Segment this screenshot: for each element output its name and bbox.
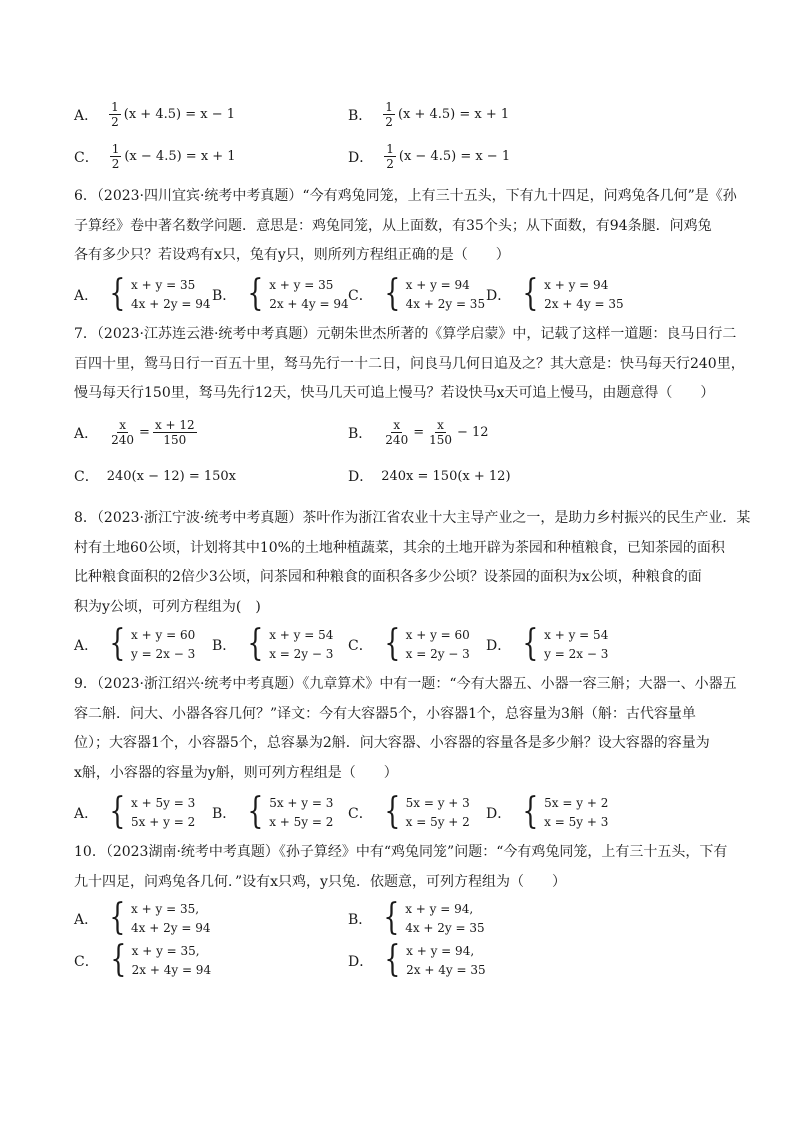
q10-option-b[interactable]: B． { x + y = 94, 4x + 2y = 35 bbox=[348, 897, 485, 938]
equation-system: { x + y = 35 4x + 2y = 94 bbox=[109, 273, 211, 314]
question-10-stem bbox=[74, 838, 734, 897]
equation-system: { x + y = 60 y = 2x − 3 bbox=[109, 623, 196, 664]
q5-option-c[interactable]: C． $\frac{1}{2}$ (x − 4.5) = x + 1 bbox=[74, 142, 236, 171]
equation: (x + 4.5) = x + 1 bbox=[397, 107, 510, 122]
q5-option-b[interactable]: B． $\frac{1}{2}$ (x + 4.5) = x + 1 bbox=[348, 100, 510, 129]
q8-option-c[interactable]: C． { x + y = 60 x = 2y − 3 bbox=[348, 623, 470, 664]
option-label: C． bbox=[74, 149, 99, 166]
q6-option-a[interactable]: A． { x + y = 35 4x + 2y = 94 bbox=[74, 273, 211, 314]
stem-line: 村有土地60公顷，计划将其中10%的土地种植蔬菜，其余的土地开辟为茶园和种植粮食，已知茶园的面积 bbox=[74, 539, 725, 556]
equation-system: { x + y = 60 x = 2y − 3 bbox=[384, 623, 470, 664]
question-9-stem bbox=[74, 670, 737, 788]
equation: 240(x − 12) = 150x bbox=[106, 468, 237, 484]
stem-line: 9．（2023·浙江绍兴·统考中考真题）《九章算术》中有一题：“今有大器五、小器一容三斛；大器一、小器五 bbox=[74, 676, 737, 692]
q5-option-a[interactable]: A． $\frac{1}{2}$ (x + 4.5) = x − 1 bbox=[74, 100, 235, 129]
stem-line: 10．（2023湖南·统考中考真题）《孙子算经》中有“鸡兔同笼”问题：“今有鸡兔同笼，上有三十五头，下有 bbox=[74, 844, 728, 860]
option-label: A． bbox=[74, 107, 99, 124]
stem-line: 位）；大容器1个，小容器5个，总容暴为2斛．问大容器、小容器的容量各是多少斛？设大容器的容量为 bbox=[74, 735, 710, 751]
q9-option-a[interactable]: A． { x + 5y = 3 5x + y = 2 bbox=[74, 791, 196, 832]
stem-line: 比种粮食面积的2倍少3公顷，问茶园和种粮食的面积各多少公顷？设茶园的面积为x公顷，种粮食的面 bbox=[74, 569, 702, 585]
equation: (x − 4.5) = x + 1 bbox=[124, 149, 236, 164]
equation-system: { x + y = 35 2x + 4y = 94 bbox=[247, 273, 349, 314]
q10-option-a[interactable]: A． { x + y = 35, 4x + 2y = 94 bbox=[74, 897, 211, 938]
equation: (x + 4.5) = x − 1 bbox=[123, 107, 235, 122]
equation-system: { x + y = 94, 2x + 4y = 35 bbox=[384, 939, 486, 980]
q8-option-a[interactable]: A． { x + y = 60 y = 2x − 3 bbox=[74, 623, 196, 664]
q7-option-c[interactable]: C． 240(x − 12) = 150x bbox=[74, 468, 237, 485]
stem-line: 慢马每天行150里，驽马先行12天，快马几天可追上慢马？若设快马x天可追上慢马，由题意得（ ） bbox=[74, 385, 715, 401]
equation: 240x = 150(x + 12) bbox=[381, 468, 511, 484]
q10-option-d[interactable]: D． { x + y = 94, 2x + 4y = 35 bbox=[348, 939, 486, 980]
q7-option-b[interactable]: B． $\frac{x}{240}$ = $\frac{x}{150}$ − 12 bbox=[348, 418, 489, 447]
q6-option-b[interactable]: B． { x + y = 35 2x + 4y = 94 bbox=[212, 273, 349, 314]
stem-line: 九十四足，问鸡兔各几何．”设有x只鸡，y只兔．依题意，可列方程组为（ ） bbox=[74, 873, 566, 890]
stem-line: 子算经》卷中著名数学问题．意思是：鸡兔同笼，从上面数，有35个头；从下面数，有94条腿．问鸡兔 bbox=[74, 217, 712, 234]
stem-line: x斛，小容器的容量为y斛，则可列方程组是（ ） bbox=[74, 764, 398, 781]
q7-option-a[interactable]: A． $\frac{x}{240}$ = $\frac{x + 12}{150}$ bbox=[74, 418, 195, 447]
option-label: B． bbox=[348, 107, 373, 124]
stem-line: 8．（2023·浙江宁波·统考中考真题）茶叶作为浙江省农业十大主导产业之一，是助力乡村振兴的民生产业．某 bbox=[74, 510, 751, 526]
question-8-stem bbox=[74, 504, 751, 622]
stem-line: 容二斛．问大、小器各容几何？”译文：今有大容器5个，小容器1个，总容量为3斛（斛：古代容量单 bbox=[74, 705, 696, 722]
option-label: D． bbox=[348, 149, 374, 166]
stem-line: 积为y公顷，可列方程组为( ) bbox=[74, 598, 261, 615]
equation-system: { 5x + y = 3 x + 5y = 2 bbox=[247, 791, 334, 832]
equation-system: { 5x = y + 3 x = 5y + 2 bbox=[384, 791, 470, 832]
equation-system: { 5x = y + 2 x = 5y + 3 bbox=[522, 791, 609, 832]
question-7-stem bbox=[74, 320, 745, 409]
q7-option-d[interactable]: D． 240x = 150(x + 12) bbox=[348, 468, 511, 485]
q6-option-c[interactable]: C． { x + y = 94 4x + 2y = 35 bbox=[348, 273, 486, 314]
question-6-stem bbox=[74, 182, 737, 271]
q8-option-b[interactable]: B． { x + y = 54 x = 2y − 3 bbox=[212, 623, 334, 664]
equation-system: { x + y = 54 y = 2x − 3 bbox=[522, 623, 609, 664]
stem-line: 百四十里，鸳马日行一百五十里，驽马先行一十二日，问良马几何日追及之？其大意是：快马每天行240里， bbox=[74, 355, 745, 372]
equation-system: { x + 5y = 3 5x + y = 2 bbox=[109, 791, 196, 832]
q6-option-d[interactable]: D． { x + y = 94 2x + 4y = 35 bbox=[486, 273, 624, 314]
equation-system: { x + y = 94, 4x + 2y = 35 bbox=[383, 897, 485, 938]
q9-option-b[interactable]: B． { 5x + y = 3 x + 5y = 2 bbox=[212, 791, 334, 832]
q10-option-c[interactable]: C． { x + y = 35, 2x + 4y = 94 bbox=[74, 939, 212, 980]
equation-system: { x + y = 94 4x + 2y = 35 bbox=[384, 273, 486, 314]
equation-system: { x + y = 54 x = 2y − 3 bbox=[247, 623, 334, 664]
q8-option-d[interactable]: D． { x + y = 54 y = 2x − 3 bbox=[486, 623, 609, 664]
equation-system: { x + y = 94 2x + 4y = 35 bbox=[522, 273, 624, 314]
equation-system: { x + y = 35, 4x + 2y = 94 bbox=[109, 897, 211, 938]
q9-option-c[interactable]: C． { 5x = y + 3 x = 5y + 2 bbox=[348, 791, 470, 832]
q9-option-d[interactable]: D． { 5x = y + 2 x = 5y + 3 bbox=[486, 791, 609, 832]
stem-line: 各有多少只？若设鸡有x只，兔有y只，则所列方程组正确的是（ ） bbox=[74, 247, 510, 263]
equation-system: { x + y = 35, 2x + 4y = 94 bbox=[110, 939, 212, 980]
q5-option-d[interactable]: D． $\frac{1}{2}$ (x − 4.5) = x − 1 bbox=[348, 142, 511, 171]
stem-line: 6．（2023·四川宜宾·统考中考真题）“今有鸡兔同笼，上有三十五头，下有九十四足，问鸡兔各几何”是《孙 bbox=[74, 188, 737, 204]
equation: (x − 4.5) = x − 1 bbox=[398, 149, 511, 164]
stem-line: 7．（2023·江苏连云港·统考中考真题）元朝朱世杰所著的《算学启蒙》中，记载了这样一道题：良马日行二 bbox=[74, 326, 737, 342]
